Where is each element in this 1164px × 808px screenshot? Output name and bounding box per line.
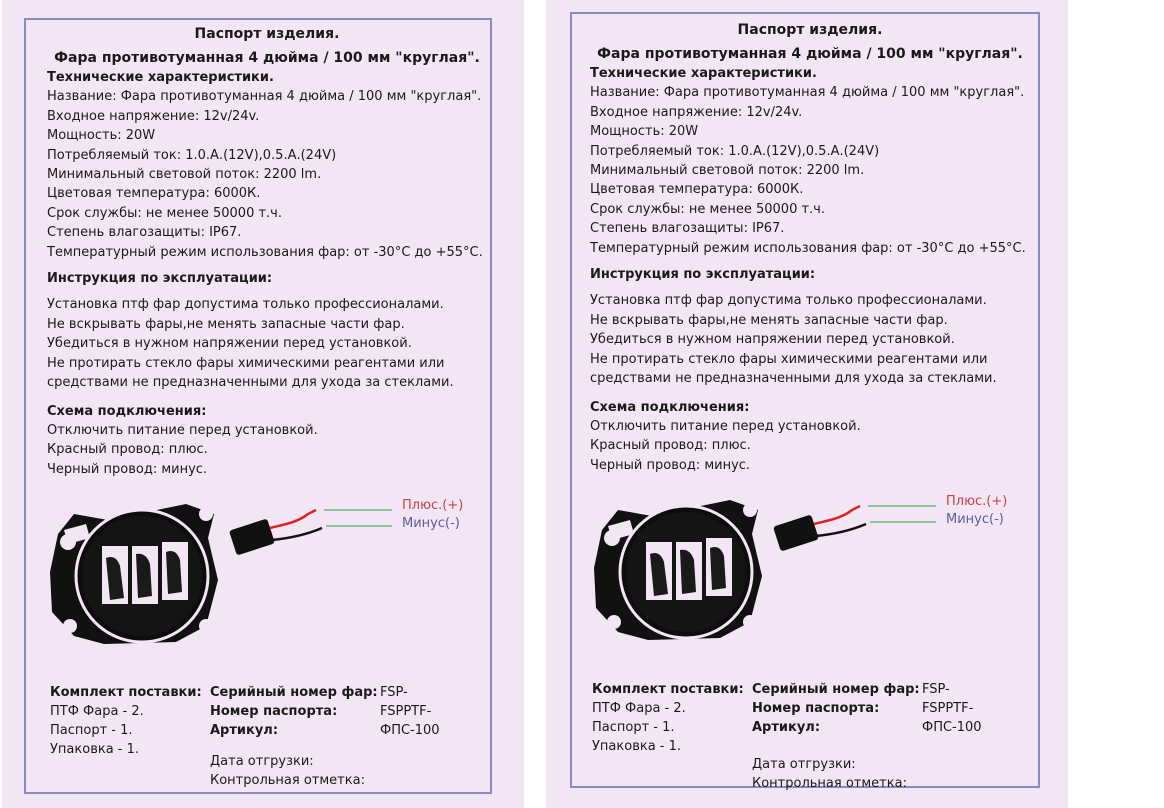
instr-line: Убедиться в нужном напряжении перед установкой. — [47, 336, 412, 352]
passport-label: Номер паспорта: — [752, 701, 880, 716]
spec-line: Мощность: 20W — [590, 124, 699, 140]
spec-line: Название: Фара противотуманная 4 дюйма / 100 мм "круглая". — [590, 85, 1025, 101]
serial-values-column — [380, 683, 490, 740]
kit-item: Упаковка - 1. — [592, 739, 682, 754]
instr-line: Установка птф фар допустима только профессионалами. — [47, 297, 444, 313]
kit-header: Комплект поставки: — [592, 682, 744, 697]
serial-value: ФПС-100 — [380, 723, 440, 738]
control-mark-label: Контрольная отметка: — [752, 776, 907, 791]
spec-line: Минимальный световой поток: 2200 lm. — [47, 167, 322, 183]
serial-column — [752, 680, 924, 793]
control-mark-label: Контрольная отметка: — [210, 773, 365, 788]
spec-line: Температурный режим использования фар: от -30°C до +55°C. — [47, 244, 483, 260]
ship-date-label: Дата отгрузки: — [752, 757, 856, 772]
spec-line: Потребляемый ток: 1.0.А.(12V),0.5.А.(24V) — [590, 143, 880, 159]
kit-item: Упаковка - 1. — [50, 742, 140, 757]
passport-text — [590, 20, 1060, 475]
scheme-line: Черный провод: минус. — [47, 461, 208, 477]
kit-column — [50, 683, 210, 759]
kit-item: ПТФ Фара - 2. — [592, 701, 686, 716]
wiring-diagram — [590, 490, 1030, 650]
spec-line: Минимальный световой поток: 2200 lm. — [590, 163, 865, 179]
instr-header: Инструкция по эксплуатации: — [590, 267, 816, 283]
scheme-line: Красный провод: плюс. — [47, 442, 208, 458]
spec-line: Входное напряжение: 12v/24v. — [590, 104, 803, 120]
kit-header: Комплект поставки: — [50, 685, 202, 700]
instr-line: Не вскрывать фары,не менять запасные части фар. — [590, 312, 948, 328]
kit-item: Паспорт - 1. — [592, 720, 675, 735]
article-label: Артикул: — [210, 723, 279, 738]
wiring-diagram — [46, 494, 486, 654]
serial-value: ФПС-100 — [922, 720, 982, 735]
doc-title: Паспорт изделия. — [737, 22, 883, 38]
passport-page-left — [2, 0, 524, 808]
doc-title: Паспорт изделия. — [194, 26, 340, 42]
wire-minus-label: Минус(-) — [402, 516, 460, 531]
serial-value: FSP- — [380, 685, 408, 700]
scheme-header: Схема подключения: — [47, 403, 207, 419]
passport-label: Номер паспорта: — [210, 704, 338, 719]
instr-line: Не вскрывать фары,не менять запасные части фар. — [47, 316, 405, 332]
scheme-line: Красный провод: плюс. — [590, 438, 751, 454]
instr-header: Инструкция по эксплуатации: — [47, 271, 273, 287]
spec-line: Название: Фара противотуманная 4 дюйма / 100 мм "круглая". — [47, 89, 482, 105]
doc-subtitle: Фара противотуманная 4 дюйма / 100 мм "круглая". — [597, 46, 1023, 62]
serial-label: Серийный номер фар: — [752, 682, 920, 697]
ship-date-label: Дата отгрузки: — [210, 754, 314, 769]
instr-line: средствами не предназначенными для ухода за стеклами. — [590, 371, 997, 387]
instr-line: средствами не предназначенными для ухода за стеклами. — [47, 375, 454, 391]
instr-line: Убедиться в нужном напряжении перед установкой. — [590, 332, 955, 348]
scheme-line: Отключить питание перед установкой. — [590, 418, 861, 434]
serial-values-column — [922, 680, 1032, 737]
spec-line: Цветовая температура: 6000К. — [47, 186, 261, 202]
spec-line: Срок службы: не менее 50000 т.ч. — [47, 205, 282, 221]
serial-label: Серийный номер фар: — [210, 685, 378, 700]
serial-value: FSPPTF- — [380, 704, 432, 719]
spec-line: Мощность: 20W — [47, 128, 156, 144]
scheme-header: Схема подключения: — [590, 399, 750, 415]
kit-item: ПТФ Фара - 2. — [50, 704, 144, 719]
serial-value: FSP- — [922, 682, 950, 697]
spec-line: Цветовая температура: 6000К. — [590, 182, 804, 198]
instr-line: Не протирать стекло фары химическими реагентами или — [47, 355, 445, 371]
scheme-line: Отключить питание перед установкой. — [47, 422, 318, 438]
wire-minus-label: Минус(-) — [946, 512, 1004, 527]
scheme-line: Черный провод: минус. — [590, 457, 751, 473]
instr-line: Установка птф фар допустима только профессионалами. — [590, 293, 987, 309]
serial-value: FSPPTF- — [922, 701, 974, 716]
article-label: Артикул: — [752, 720, 821, 735]
serial-column — [210, 683, 382, 790]
spec-line: Степень влагозащиты: IP67. — [47, 225, 242, 241]
doc-subtitle: Фара противотуманная 4 дюйма / 100 мм "круглая". — [54, 50, 480, 66]
passport-page-right — [546, 0, 1068, 808]
spec-line: Срок службы: не менее 50000 т.ч. — [590, 201, 825, 217]
kit-column — [592, 680, 752, 756]
wire-plus-label: Плюс.(+) — [402, 498, 464, 513]
passport-text — [47, 24, 517, 479]
specs-header: Технические характеристики. — [590, 66, 817, 81]
spec-line: Степень влагозащиты: IP67. — [590, 221, 785, 237]
spec-line: Потребляемый ток: 1.0.А.(12V),0.5.А.(24V) — [47, 147, 337, 163]
wire-plus-label: Плюс.(+) — [946, 494, 1008, 509]
kit-item: Паспорт - 1. — [50, 723, 133, 738]
instr-line: Не протирать стекло фары химическими реагентами или — [590, 351, 988, 367]
specs-header: Технические характеристики. — [47, 70, 274, 85]
spec-line: Температурный режим использования фар: от -30°C до +55°C. — [590, 240, 1026, 256]
spec-line: Входное напряжение: 12v/24v. — [47, 108, 260, 124]
